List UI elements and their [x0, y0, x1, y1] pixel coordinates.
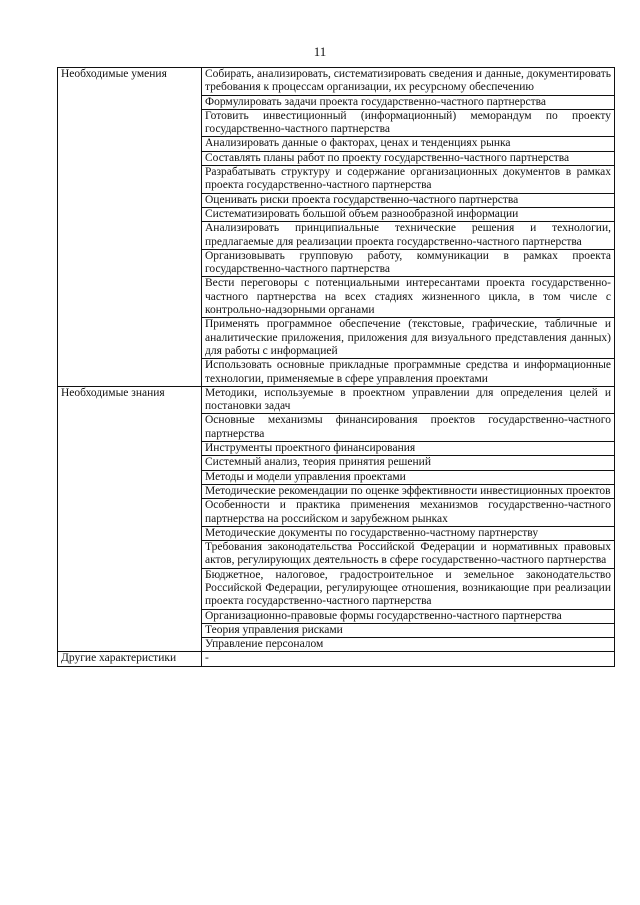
section-item: Системный анализ, теория принятия решений: [202, 456, 615, 470]
competency-table-body: [58, 68, 615, 667]
section-item: Готовить инвестиционный (информационный) меморандум по проекту государственно-частного партнерства: [202, 109, 615, 137]
section-item: Анализировать принципиальные технические решения и технологии, предлагаемые для реализации проекта государственно-частного партнерства: [202, 222, 615, 250]
section-item: Методические рекомендации по оценке эффективности инвестиционных проектов: [202, 484, 615, 498]
section-item: Управление персоналом: [202, 638, 615, 652]
section-item: -: [202, 652, 615, 666]
section-item: Составлять планы работ по проекту государственно-частного партнерства: [202, 151, 615, 165]
table-row: [58, 68, 615, 96]
competency-table: [57, 67, 615, 667]
section-item: Методики, используемые в проектном управлении для определения целей и постановки задач: [202, 386, 615, 414]
section-item: Бюджетное, налоговое, градостроительное и земельное законодательство Российской Федерации, регулирующее отношения, возникающие при реализации проекта государственно-частного партнерства: [202, 568, 615, 609]
section-item: Методические документы по государственно-частному партнерству: [202, 526, 615, 540]
table-row: [58, 386, 615, 414]
section-item: Использовать основные прикладные программные средства и информационные технологии, применяемые в сфере управления проектами: [202, 359, 615, 387]
section-item: Теория управления рисками: [202, 623, 615, 637]
section-item: Требования законодательства Российской Федерации и нормативных правовых актов, регулирующих деятельность в сфере государственно-частного партнерства: [202, 541, 615, 569]
section-item: Инструменты проектного финансирования: [202, 442, 615, 456]
section-item: Собирать, анализировать, систематизировать сведения и данные, документировать требования к процессам организации, их ресурсному обеспечению: [202, 68, 615, 96]
section-item: Систематизировать большой объем разнообразной информации: [202, 207, 615, 221]
page-number: 11: [313, 44, 327, 59]
section-item: Оценивать риски проекта государственно-частного партнерства: [202, 193, 615, 207]
section-item: Организационно-правовые формы государственно-частного партнерства: [202, 609, 615, 623]
section-label: Необходимые умения: [58, 68, 202, 387]
section-item: Организовывать групповую работу, коммуникации в рамках проекта государственно-частного партнерства: [202, 249, 615, 277]
section-item: Вести переговоры с потенциальными интересантами проекта государственно-частного партнерства на всех стадиях жизненного цикла, в том числе с контрольно-надзорными органами: [202, 277, 615, 318]
section-item: Основные механизмы финансирования проектов государственно-частного партнерства: [202, 414, 615, 442]
section-item: Особенности и практика применения механизмов государственно-частного партнерства на российском и зарубежном рынках: [202, 499, 615, 527]
section-item: Формулировать задачи проекта государственно-частного партнерства: [202, 95, 615, 109]
section-item: Анализировать данные о факторах, ценах и тенденциях рынка: [202, 137, 615, 151]
section-item: Методы и модели управления проектами: [202, 470, 615, 484]
section-item: Разрабатывать структуру и содержание организационных документов в рамках проекта государственно-частного партнерства: [202, 166, 615, 194]
section-item: Применять программное обеспечение (текстовые, графические, табличные и аналитические приложения, приложения для визуального представления данных) для работы с информацией: [202, 318, 615, 359]
table-row: [58, 652, 615, 666]
section-label: Другие характеристики: [58, 652, 202, 666]
section-label: Необходимые знания: [58, 386, 202, 652]
